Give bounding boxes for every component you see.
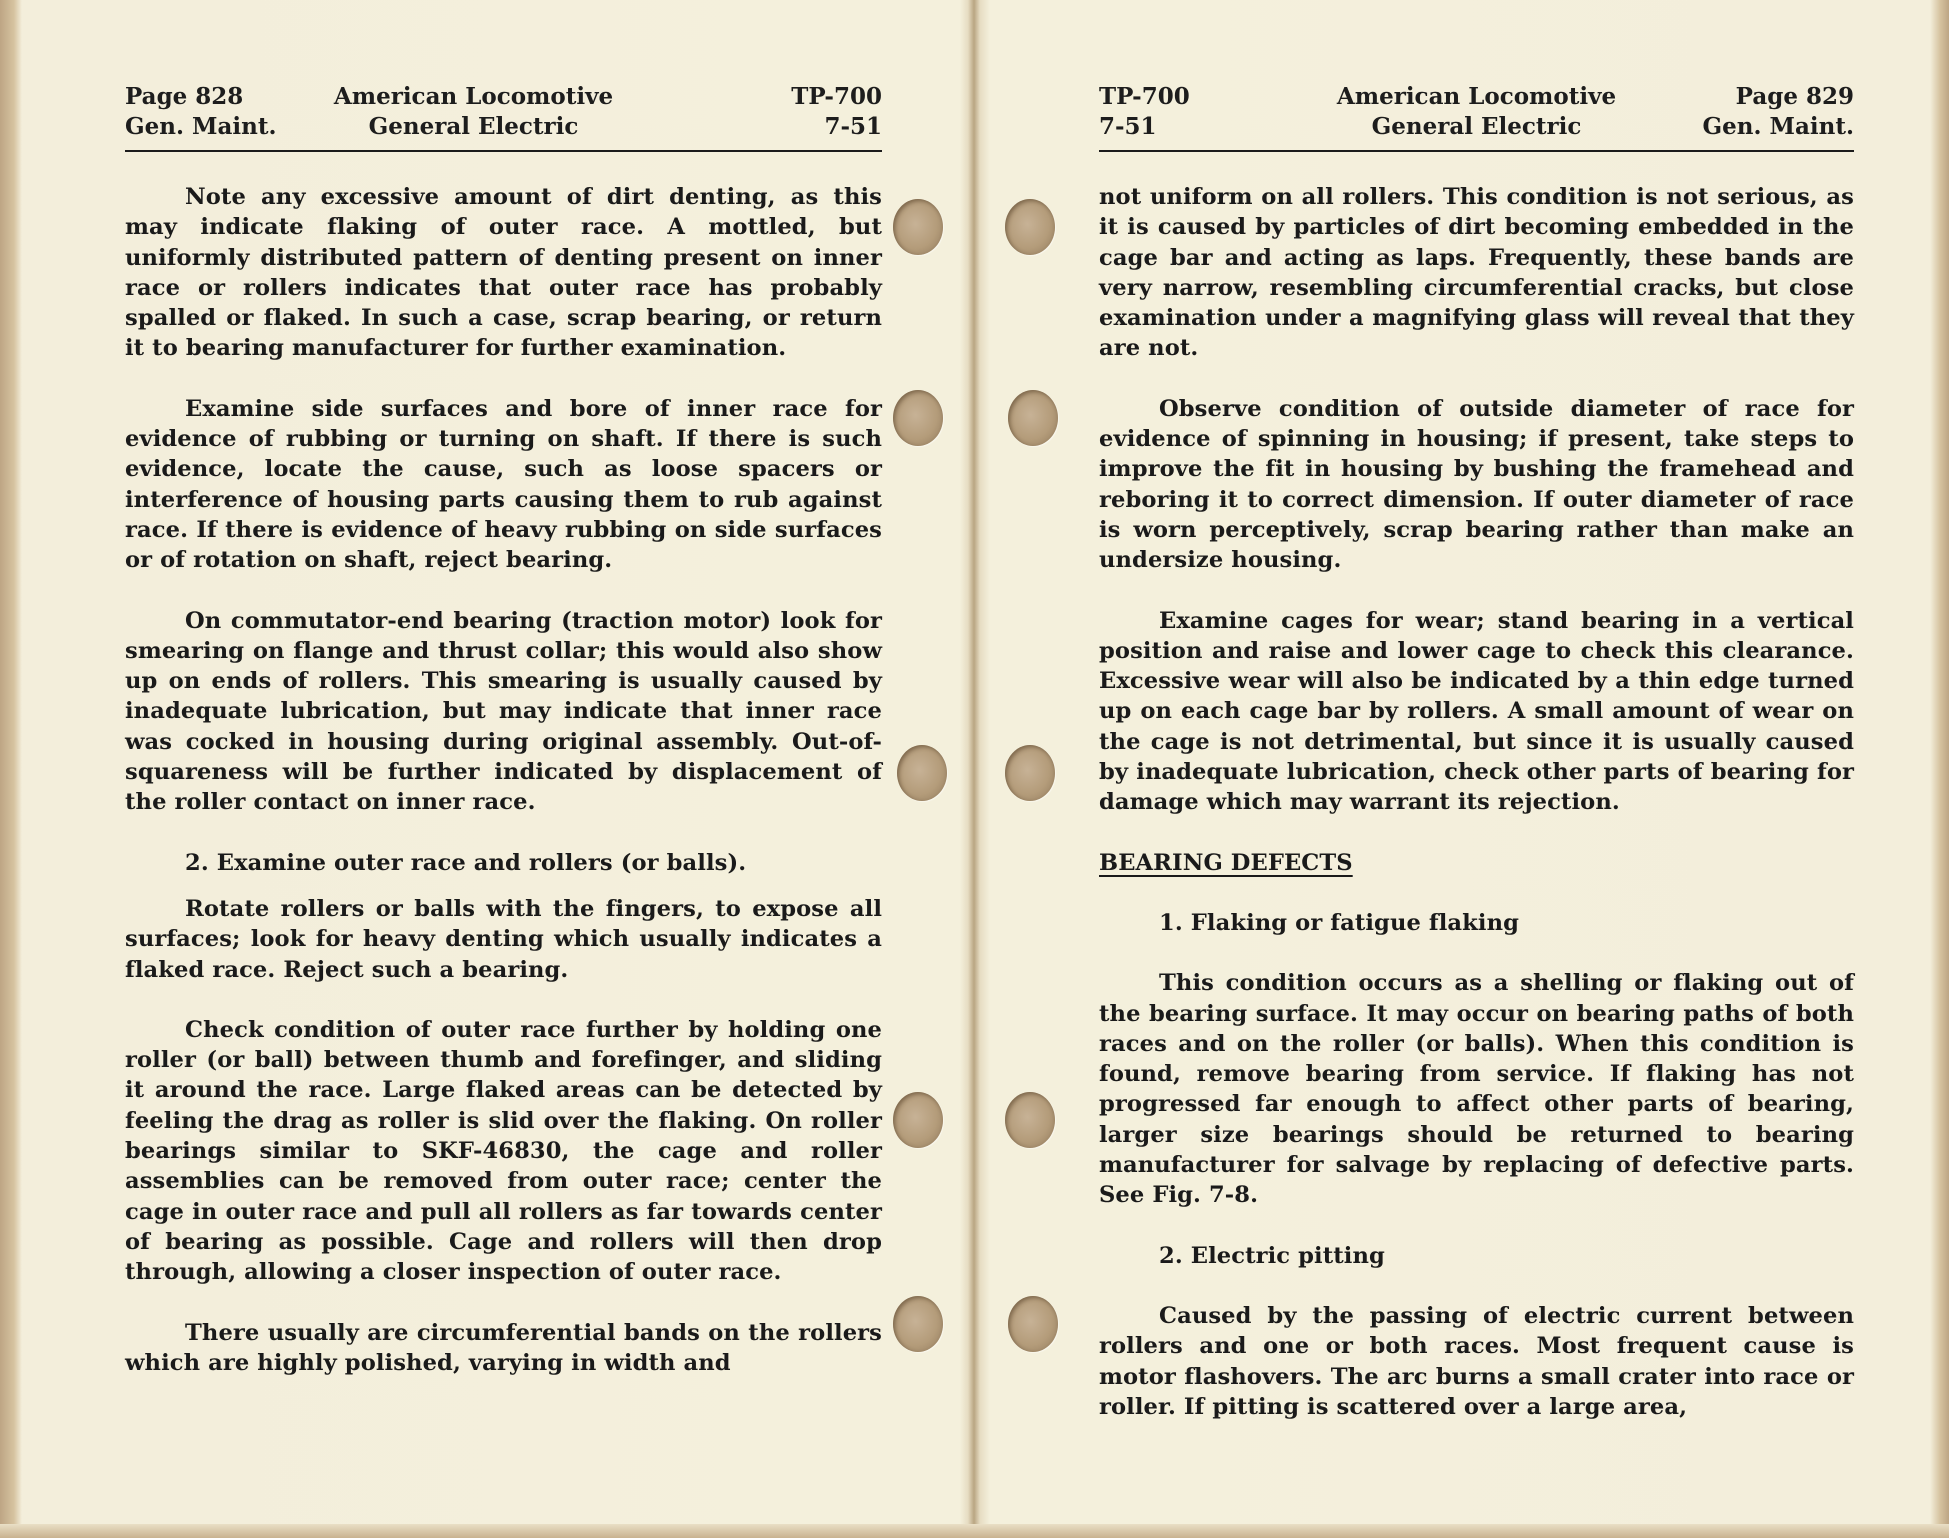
binder-hole-right-1	[1005, 199, 1055, 255]
paragraph-outside-diameter: Observe condition of outside diameter of race for evidence of spinning in housing; if present, take steps to improve the fit in housing by bushing the framehead and reboring it to correct dimension. If outer diameter of race is worn perceptively, scrap bearing rather than make an undersize housing.	[1099, 395, 1854, 574]
left-page-body	[125, 182, 882, 1378]
binder-hole-left-3	[897, 745, 947, 801]
section-title-bearing-defects: BEARING DEFECTS	[1099, 849, 1353, 876]
paragraph-rotate-rollers: Rotate rollers or balls with the fingers, to expose all surfaces; look for heavy denting which usually indicates a flaked race. Reject such a bearing.	[125, 895, 882, 983]
item-flaking-title: 1. Flaking or fatigue flaking	[1159, 909, 1520, 936]
paragraph-circumferential-bands: There usually are circumferential bands on the rollers which are highly polished, varying in width and	[125, 1319, 882, 1376]
left-company-line1: American Locomotive	[333, 83, 614, 110]
right-page-number: Page 829	[1735, 83, 1854, 110]
binder-hole-left-5	[893, 1296, 943, 1352]
binder-hole-right-4	[1005, 1092, 1055, 1148]
item-flaking-text: This condition occurs as a shelling or flaking out of the bearing surface. It may occur on bearing paths of both races and on the roller (or balls). When this condition is found, remove bearing from service. If flaking has not progressed far enough to affect other parts of bearing, larger size bearings should be returned to bearing manufacturer for salvage by replacing of defective parts. See Fig. 7-8.	[1099, 970, 1854, 1209]
right-page	[1099, 0, 1854, 1520]
paragraph-commutator-end: On commutator-end bearing (traction motor) look for smearing on flange and thrust collar; this would also show up on ends of rollers. This smearing is usually caused by inadequate lubrication, but may indicate that inner race was cocked in housing during original assembly. Out-of-squareness will be further indicated by displacement of the roller contact on inner race.	[125, 607, 882, 816]
binder-hole-right-2	[1008, 390, 1058, 446]
left-page-number: Page 828	[125, 83, 244, 110]
left-header-doc-info	[791, 82, 882, 142]
binder-hole-left-1	[893, 199, 943, 255]
left-page	[125, 0, 882, 1520]
paragraph-dirt-denting: Note any excessive amount of dirt denting, as this may indicate flaking of outer race. A mottled, but uniformly distributed pattern of denting present on inner race or rollers indicates that outer race has probably spalled or flaked. In such a case, scrap bearing, or return it to bearing manufacturer for further examination.	[125, 184, 882, 362]
right-doc-date: 7-51	[1099, 113, 1157, 140]
item-electric-pitting-text: Caused by the passing of electric current between rollers and one or both races. Most frequent cause is motor flashovers. The arc burns a small crater into race or roller. If pitting is scattered over a large area,	[1099, 1302, 1854, 1420]
binder-hole-right-3	[1005, 745, 1055, 801]
left-doc-date: 7-51	[824, 113, 882, 140]
paragraph-check-outer-race: Check condition of outer race further by holding one roller (or ball) between thumb and forefinger, and sliding it around the race. Large flaked areas can be detected by feeling the drag as roller is slid over the flaking. On roller bearings similar to SKF-46830, the cage and roller assemblies can be removed from outer race; center the cage in outer race and pull all rollers as far towards center of bearing as possible. Cage and rollers will then drop through, allowing a closer inspection of outer race.	[125, 1016, 882, 1286]
binder-hole-left-4	[893, 1092, 943, 1148]
right-page-body	[1099, 182, 1854, 1422]
page-bottom-edge	[0, 1524, 1949, 1538]
paragraph-examine-cages: Examine cages for wear; stand bearing in a vertical position and raise and lower cage to check this clearance. Excessive wear will also be indicated by a thin edge turned up on each cage bar by rollers. A small amount of wear on the cage is not detrimental, but since it is usually caused by inadequate lubrication, check other parts of bearing for damage which may warrant its rejection.	[1099, 607, 1854, 816]
left-page-header	[125, 82, 882, 152]
left-page-section: Gen. Maint.	[125, 113, 277, 140]
left-header-company	[125, 82, 822, 142]
right-header-page-info	[1703, 82, 1854, 142]
item-electric-pitting-title: 2. Electric pitting	[1159, 1242, 1385, 1269]
right-page-header	[1099, 82, 1854, 152]
paragraph-continuation: not uniform on all rollers. This condition is not serious, as it is caused by particles of dirt becoming embedded in the cage bar and acting as laps. Frequently, these bands are very narrow, resembling circumferential cracks, but close examination under a magnifying glass will reveal that they are not.	[1099, 184, 1854, 362]
right-company-line2: General Electric	[1371, 113, 1582, 140]
right-doc-code: TP-700	[1099, 83, 1190, 110]
binder-hole-left-2	[893, 390, 943, 446]
right-company-line1: American Locomotive	[1336, 83, 1617, 110]
left-doc-code: TP-700	[791, 83, 882, 110]
left-company-line2: General Electric	[368, 113, 579, 140]
right-page-section: Gen. Maint.	[1702, 113, 1854, 140]
step-examine-outer-race: 2. Examine outer race and rollers (or balls).	[185, 849, 747, 876]
binder-hole-right-5	[1008, 1296, 1058, 1352]
paragraph-side-surfaces: Examine side surfaces and bore of inner race for evidence of rubbing or turning on shaft. If there is such evidence, locate the cause, such as loose spacers or interference of housing parts causing them to rub against race. If there is evidence of heavy rubbing on side surfaces or of rotation on shaft, reject bearing.	[125, 395, 882, 574]
